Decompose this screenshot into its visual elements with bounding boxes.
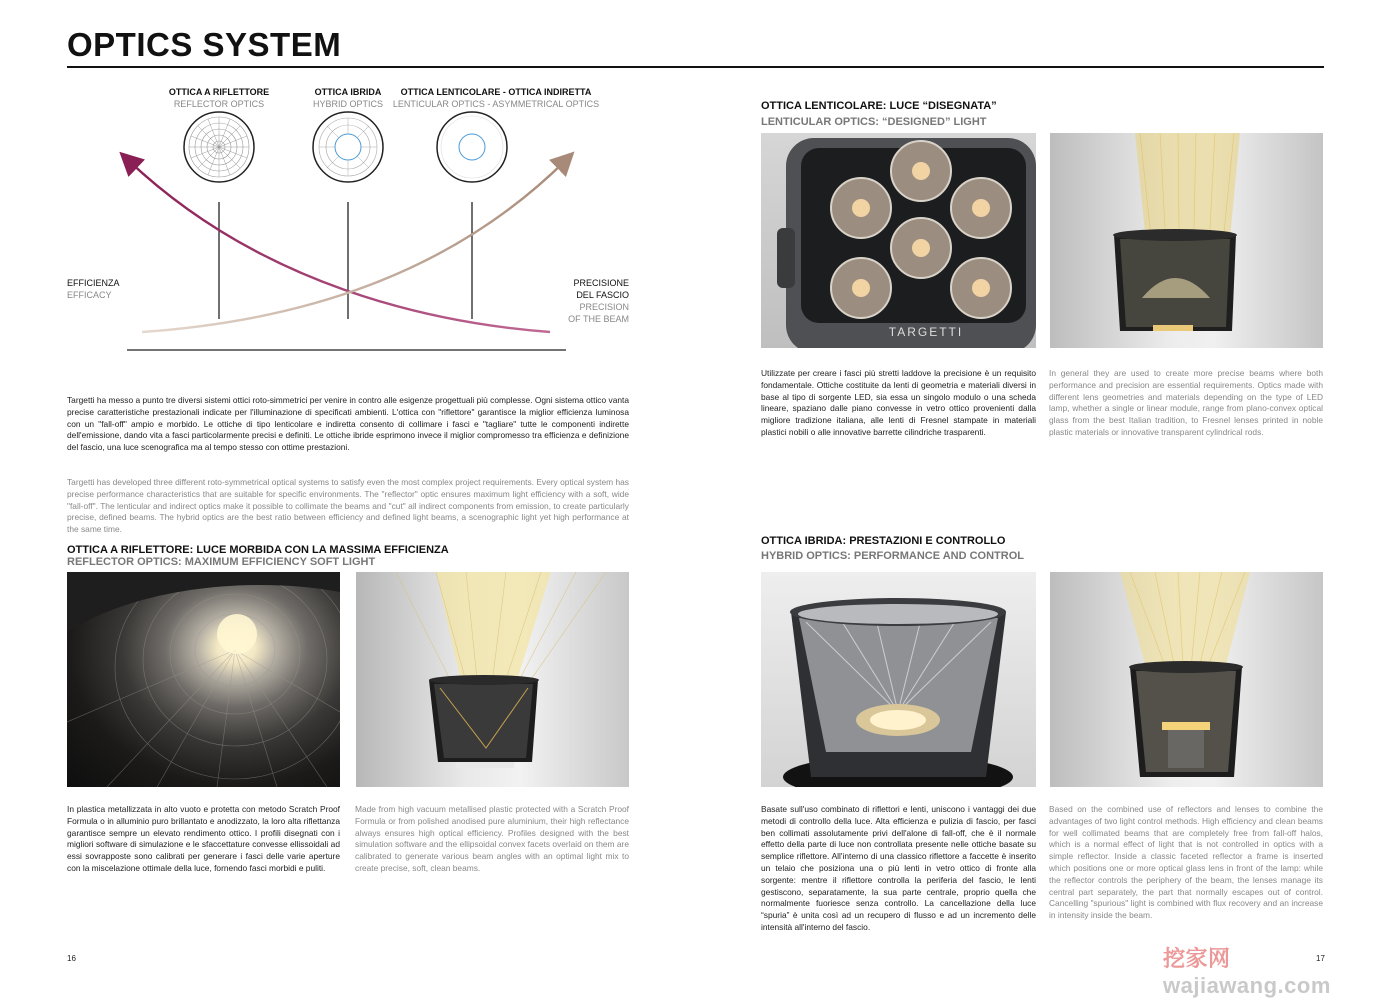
reflector-text-it: In plastica metallizzata in alto vuoto e protetta con metodo Scratch Proof Formula o in alluminio puro brillantato e anodizzato, la loro alta riflettanza garantisce sempre un elevato rendimento ottico. I profili disegnati con i migliori software di simulazione e le sfaccettature convesse ellissoidali ad essi sovrapposte sono calibrati per generare i fasci delle varie aperture con la miscelazione ottimale della luce, fornendo fasci morbidi e puliti. — [67, 804, 340, 873]
lenticular-beam-render — [1050, 133, 1323, 348]
hybrid-text-en: Based on the combined use of reflectors and lenses to combine the advantages of two light control methods. High efficiency and clean beams for well collimated beams that are completely free from fall-off halos, which is a normal effect of light that is not controlled in optics with a simple reflector. Inside a classic faceted reflector a frame is inserted which positions one or more optical glass lens in front of the lamp: while the reflector controls the periphery of the beam, the lenses manage its central part separately, the part that normally escapes out of control. Cancelling "spurious" light is combined with flux recovery and an increase in intensity inside the beam. — [1049, 804, 1323, 921]
hybrid-photo — [761, 572, 1036, 787]
intro-text-it: Targetti ha messo a punto tre diversi sistemi ottici roto-simmetrici per venire in contro alle esigenze progettuali più complesse. Ogni sistema ottico vanta precise caratteristiche prestazionali indicate per l'illuminazione di specificati ambienti. L'ottica con "riflettore" garantisce la miglior efficienza luminosa con un "fall-off" ampio e morbido. Le ottiche di tipo lenticolare e indiretta consento di collimare i fasci e "tagliare" tutte le componenti indirette dell'emissione, dando vita a fasci particolarmente precisi e definiti. Le ottiche ibride esprimono invece il miglior compromesso tra efficienza e definizione del fascio, una luce scenografica ma al tempo stesso con ottime prestazioni. — [67, 395, 629, 453]
page-number-left: 16 — [67, 954, 76, 963]
hybrid-text-it: Basate sull'uso combinato di riflettori e lenti, uniscono i vantaggi dei due metodi di controllo della luce. Alta efficienza e pulizia di fascio, per fasci ben collimati assolutamente privi dell'alone di fall-off, che è il normale effetto della parte di luce non controllata presente nelle ottiche basate su semplice riflettore. All'interno di una classico riflettore a faccette è inserito un telaio che posiziona una o più lenti in vetro ottico di fronte alla sorgente: mentre il riflettore controlla la periferia del fascio, le lenti gestiscono, separatamente, la sua parte centrale, proprio quella che normalmente fuoriesce senza controllo. La cancellazione della luce “spuria” è unita così ad un recupero di flusso e ad un incremento delle intensità all'interno del fascio. — [761, 804, 1036, 932]
efficacy-curve — [128, 160, 550, 332]
efficacy-axis-label-it: EFFICIENZA — [67, 278, 120, 288]
lenticular-optic-icon — [437, 112, 507, 182]
lenticular-subheading: LENTICULAR OPTICS: “DESIGNED” LIGHT — [761, 116, 987, 128]
hybrid-optic-icon — [313, 112, 383, 182]
watermark-en: wajiawang.com — [1163, 973, 1331, 998]
precision-axis-label-it-line2: DEL FASCIO — [576, 290, 629, 300]
precision-curve — [142, 160, 566, 332]
watermark — [1163, 942, 1389, 999]
targetti-brand-mark: TARGETTI — [888, 325, 964, 339]
lenticular-heading: OTTICA LENTICOLARE: LUCE “DISEGNATA” — [761, 100, 997, 112]
page-title: OPTICS SYSTEM — [67, 26, 342, 63]
hybrid-optics-label-it: OTTICA IBRIDA — [314, 87, 382, 97]
watermark-cn: 挖家网 — [1163, 946, 1231, 971]
lenticular-text-it: Utilizzate per creare i fasci più stretti laddove la precisione è un requisito fondamentale. Ottiche costituite da lenti di geometria e materiali diversi in base al tipo di sorgente LED, sia essa un singolo modulo o una scheda lineare, spaziano dalle piano convesse in vetro ottico provenienti dalla migliore tradizione italiana, alle lenti di Fresnel stampate in materiali plastici nobili o alle innovative barrette cilindriche trasparenti. — [761, 368, 1036, 437]
reflector-optics-label-en: REFLECTOR OPTICS — [173, 99, 265, 109]
lenticular-optics-label-it: OTTICA LENTICOLARE - OTTICA INDIRETTA — [400, 87, 592, 97]
reflector-photo — [67, 572, 340, 787]
precision-axis-label-en-line1: PRECISION — [579, 302, 629, 312]
hybrid-optics-label-en: HYBRID OPTICS — [312, 99, 383, 109]
optics-diagram — [100, 105, 600, 360]
precision-axis-label — [540, 277, 629, 325]
page-number-right: 17 — [1316, 954, 1325, 963]
lenticular-optics-label-en: LENTICULAR OPTICS - ASYMMETRICAL OPTICS — [392, 99, 600, 109]
reflector-heading: OTTICA A RIFLETTORE: LUCE MORBIDA CON LA MASSIMA EFFICIENZA — [67, 544, 449, 556]
efficacy-axis-label-en: EFFICACY — [67, 290, 112, 300]
hybrid-subheading: HYBRID OPTICS: PERFORMANCE AND CONTROL — [761, 550, 1024, 562]
efficacy-axis-label — [67, 277, 120, 301]
precision-axis-label-en-line2: OF THE BEAM — [568, 314, 629, 324]
hybrid-heading: OTTICA IBRIDA: PRESTAZIONI E CONTROLLO — [761, 535, 1006, 547]
reflector-optic-icon — [184, 112, 254, 182]
title-rule — [67, 66, 1324, 68]
lenticular-photo — [761, 133, 1036, 348]
reflector-text-en: Made from high vacuum metallised plastic protected with a Scratch Proof Formula or from polished anodised pure aluminium, their high reflectance always ensures high optical efficiency. Profiles designed with the best simulation software and the ellipsoidal convex facets overlaid on them are calibrated to generate various beam angles with an optimal light mix to create precise, soft, clean beams. — [355, 804, 629, 873]
hybrid-beam-render — [1050, 572, 1323, 787]
reflector-subheading: REFLECTOR OPTICS: MAXIMUM EFFICIENCY SOFT LIGHT — [67, 556, 376, 568]
reflector-beam-render — [356, 572, 629, 787]
intro-text-en: Targetti has developed three different roto-symmetrical optical systems to satisfy even the most complex project requirements. Every optical system has precise performance characteristics that are suitable for specific environments. The "reflector" optic ensures maximum light efficiency with a soft, wide "fall-off". The lenticular and indirect optics make it possible to collimate the beams and "cut" all indirect components from emission, to create particularly precise, defined beams. The hybrid optics are the best ratio between efficiency and defined light beams, a scenographic light yet high performance at the same time. — [67, 477, 629, 535]
reflector-optics-label-it: OTTICA A RIFLETTORE — [168, 87, 270, 97]
lenticular-text-en: In general they are used to create more precise beams where both performance and precision are essential requirements. Optics made with different lens geometries and materials depending on the type of LED lamp, whether a single or linear module, range from plano-convex optical glass from the best Italian tradition, to Fresnel lenses printed in noble plastic materials or innovative transparent cylindrical rods. — [1049, 368, 1323, 437]
precision-axis-label-it-line1: PRECISIONE — [573, 278, 629, 288]
